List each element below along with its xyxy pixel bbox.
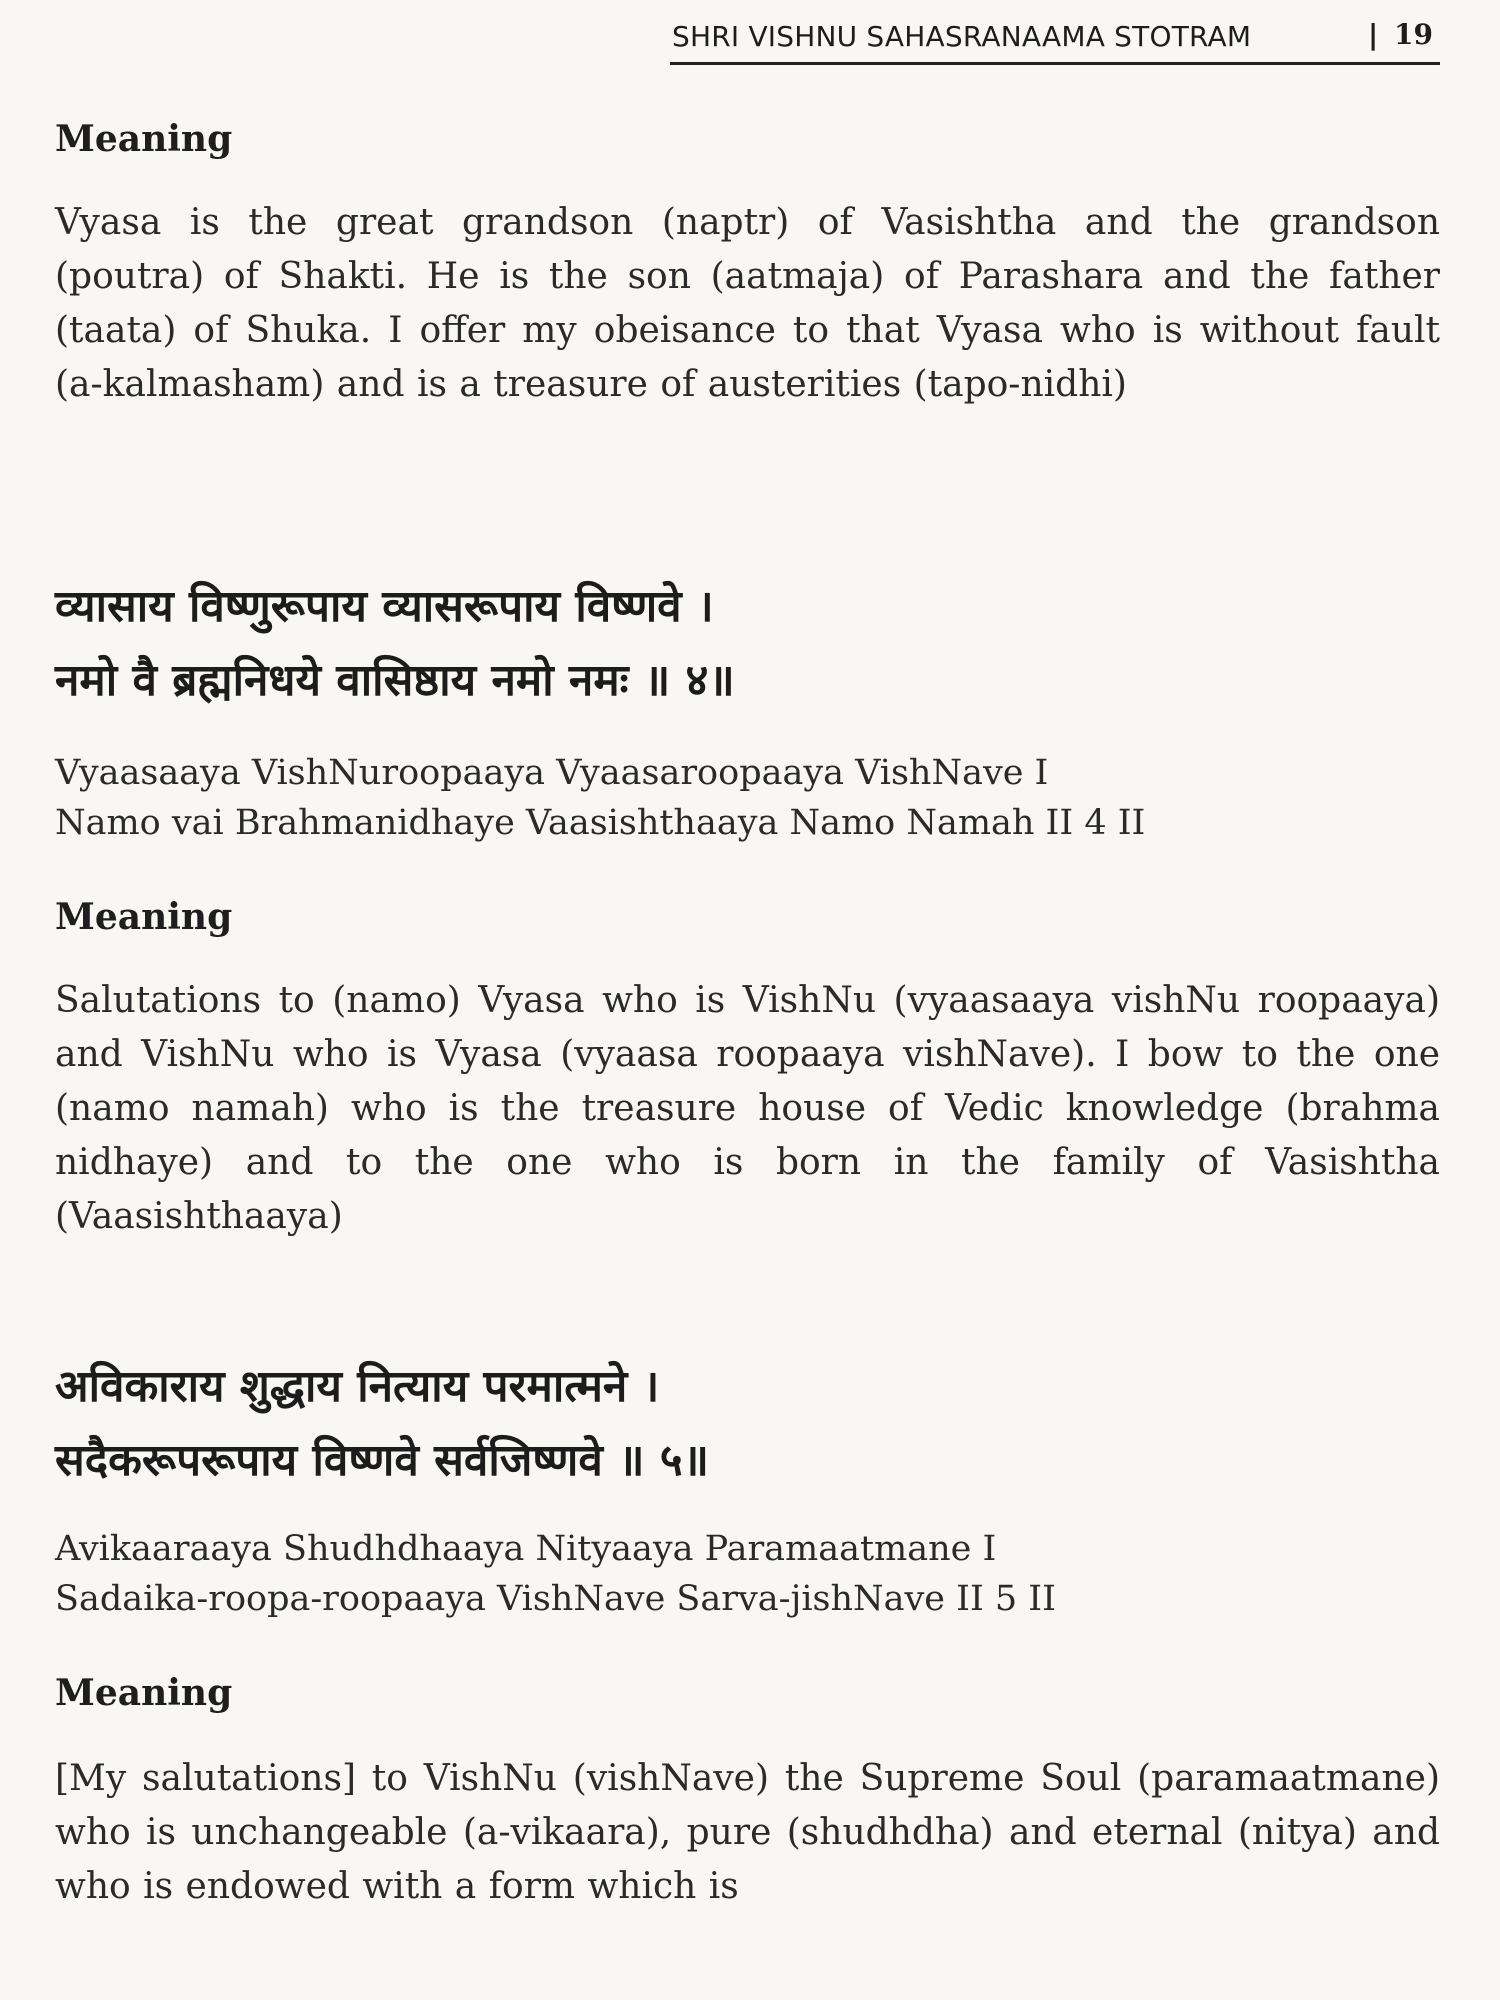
meaning-paragraph-2: Salutations to (namo) Vyasa who is VishNu (vyaasaaya vishNu roopaaya) and VishNu who is Vyasa (vyaasa roopaaya vishNave). I bow to the one (namo namah) who is the treasure house of Vedic knowledge (brahma nidhaye) and to the one who is born in the family of Vasishtha (Vaasishthaaya): [55, 980, 1440, 1237]
verse-4-translit-line-1: Vyaasaaya VishNuroopaaya Vyaasaroopaaya VishNave I: [55, 753, 1049, 793]
meaning-paragraph-3: [My salutations] to VishNu (vishNave) the Supreme Soul (paramaatmane) who is unchangeable (a-vikaara), pure (shudhdha) and eternal (nitya) and who is endowed with a form which is: [55, 1758, 1440, 1907]
verse-4-translit-line-2: Namo vai Brahmanidhaye Vaasishthaaya Namo Namah II 4 II: [55, 803, 1146, 843]
meaning-paragraph-1: Vyasa is the great grandson (naptr) of Vasishtha and the grandson (poutra) of Shakti. He is the son (aatmaja) of Parashara and the father (taata) of Shuka. I offer my obeisance to that Vyasa who is without fault (a-kalmasham) and is a treasure of austerities (tapo-nidhi): [55, 202, 1440, 405]
page-number: 19: [1394, 18, 1433, 51]
meaning-heading-3: Meaning: [55, 1672, 233, 1714]
running-header: [670, 10, 1440, 65]
header-title: SHRI VISHNU SAHASRANAAMA STOTRAM: [672, 20, 1252, 53]
verse-4-sanskrit-line-1: व्यासाय विष्णुरूपाय व्यासरूपाय विष्णवे ।: [55, 581, 714, 632]
verse-5-translit-line-2: Sadaika-roopa-roopaaya VishNave Sarva-jishNave II 5 II: [55, 1579, 1056, 1619]
meaning-heading-1: Meaning: [55, 118, 233, 160]
verse-4-transliteration: [55, 748, 1440, 848]
verse-5-sanskrit: [55, 1350, 1440, 1498]
verse-5-translit-line-1: Avikaaraaya Shudhdhaaya Nityaaya Paramaatmane I: [55, 1529, 997, 1569]
verse-4-sanskrit-line-2: नमो वै ब्रह्मनिधये वासिष्ठाय नमो नमः ॥ ४॥: [55, 655, 735, 706]
meaning-heading-2: Meaning: [55, 896, 233, 938]
verse-4-sanskrit: [55, 570, 1440, 718]
verse-5-sanskrit-line-2: सदैकरूपरूपाय विष्णवे सर्वजिष्णवे ॥ ५॥: [55, 1435, 710, 1486]
verse-5-sanskrit-line-1: अविकाराय शुद्धाय नित्याय परमात्मने ।: [55, 1361, 660, 1412]
verse-5-transliteration: [55, 1524, 1440, 1624]
header-separator: |: [1368, 18, 1379, 51]
